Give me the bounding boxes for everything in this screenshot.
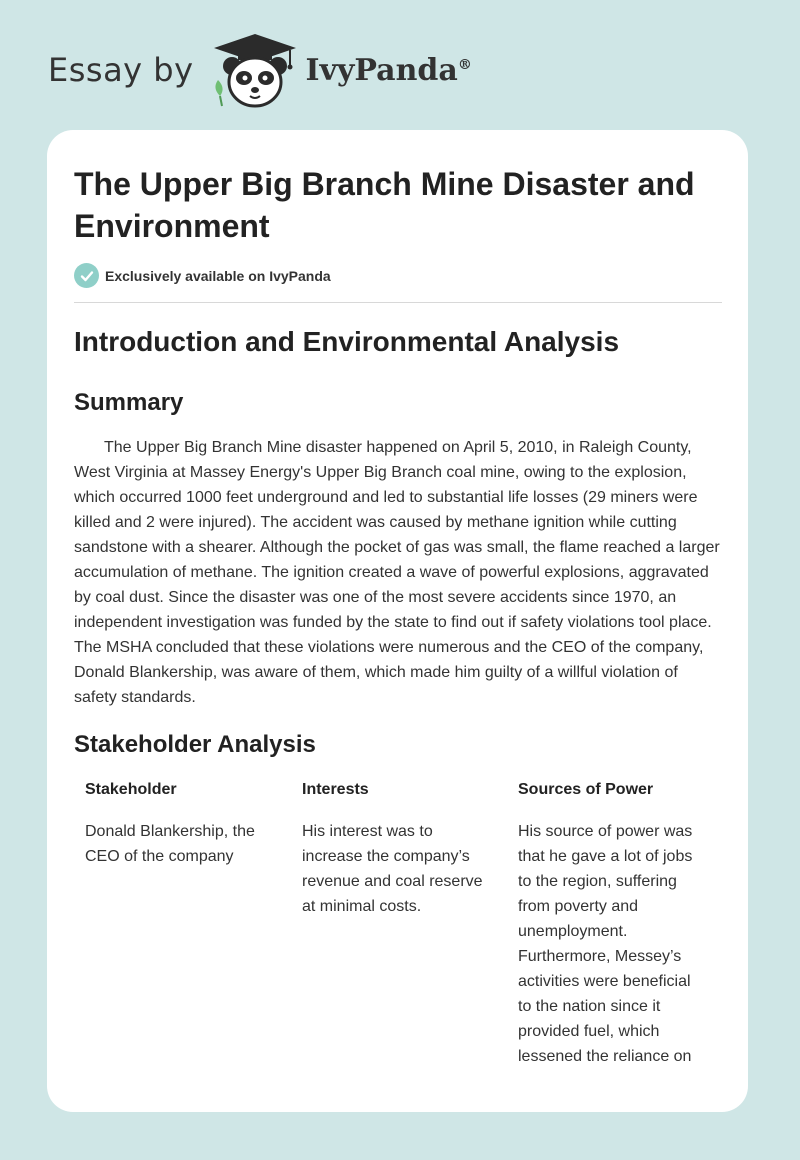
panda-graduate-icon <box>210 30 300 110</box>
brand-name: IvyPanda® <box>305 52 472 88</box>
brand-prefix: Essay by <box>48 51 194 89</box>
exclusive-badge <box>74 263 331 288</box>
table-column-power <box>518 778 708 1069</box>
brand-header[interactable] <box>48 30 472 110</box>
table-cell-power: His source of power was that he gave a lot of jobs to the region, suffering from poverty and unemployment. Furthermore, Messey’s activities were beneficial to the nation since it provided fuel, which lessened the reliance on <box>518 823 693 1065</box>
check-icon <box>74 263 99 288</box>
summary-heading: Summary <box>74 389 184 416</box>
divider <box>74 302 722 303</box>
summary-paragraph: The Upper Big Branch Mine disaster happened on April 5, 2010, in Raleigh County, West Virginia at Massey Energy's Upper Big Branch coal mine, owing to the explosion, which occurred 1000 feet underground and led to substantial life losses (29 miners were killed and 2 were injured). The accident was caused by methane ignition while cutting sandstone with a shearer. Although the pocket of gas was small, the flame reached a larger accumulation of methane. The ignition created a wave of powerful explosions, aggravated by coal dust. Since the disaster was one of the most severe accidents since 1970, an independent investigation was funded by the state to find out if safety violations tool place. The MSHA concluded that these violations were numerous and the CEO of the company, Donald Blankership, was aware of them, which made him guilty of a willful violation of safety standards. <box>74 439 720 706</box>
table-cell-interests: His interest was to increase the company’s revenue and coal reserve at minimal costs. <box>302 823 483 915</box>
column-header-interests: Interests <box>302 781 369 798</box>
exclusive-label: Exclusively available on IvyPanda <box>105 267 331 284</box>
registered-mark: ® <box>457 56 472 73</box>
stakeholder-heading: Stakeholder Analysis <box>74 731 316 758</box>
table-column-stakeholder <box>85 778 275 869</box>
column-header-stakeholder: Stakeholder <box>85 781 177 798</box>
section-title: Introduction and Environmental Analysis <box>74 326 620 357</box>
page-title: The Upper Big Branch Mine Disaster and Environment <box>74 166 695 244</box>
column-header-power: Sources of Power <box>518 781 654 798</box>
essay-card <box>47 130 748 1112</box>
table-column-interests <box>302 778 492 919</box>
table-cell-stakeholder: Donald Blankership, the CEO of the company <box>85 823 255 865</box>
